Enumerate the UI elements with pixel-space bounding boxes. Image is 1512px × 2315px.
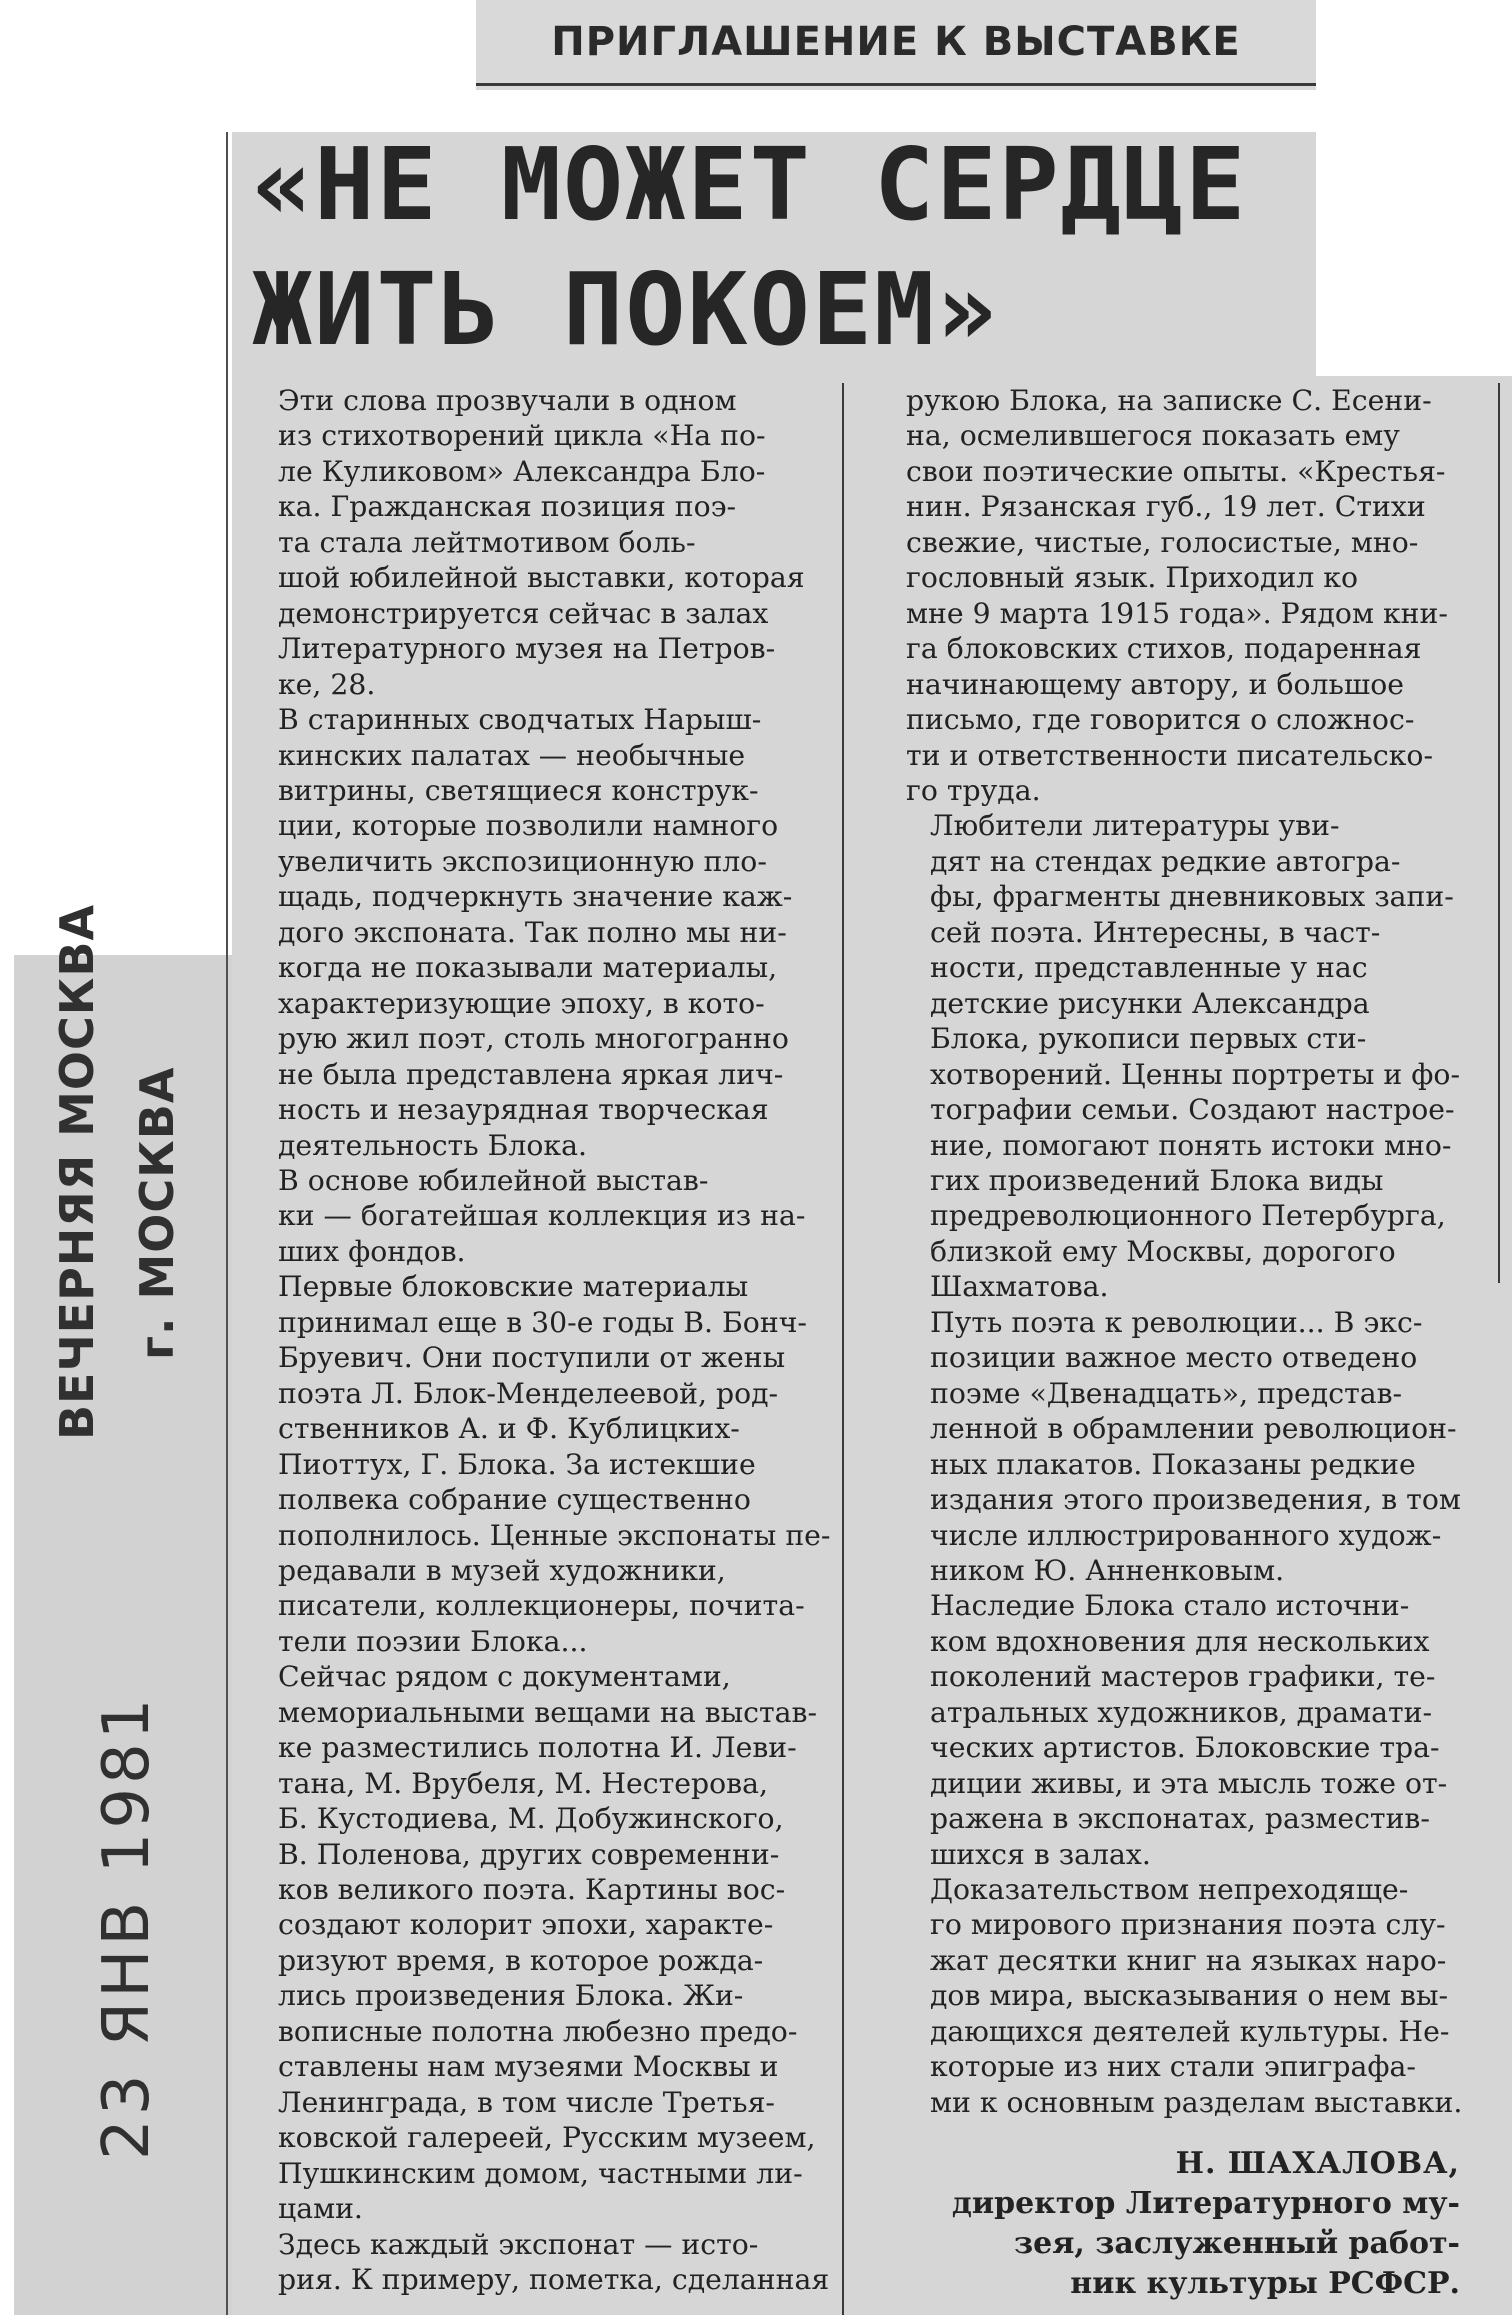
- article-line: ки — богатейшая коллекция из на-: [278, 1199, 806, 1233]
- article-line: дов мира, высказывания о нем вы-: [930, 1979, 1449, 2013]
- article-line: В основе юбилейной выстав-: [278, 1163, 709, 1197]
- author-title-line: ник культуры РСФСР.: [1070, 2266, 1460, 2301]
- article-line: ка. Гражданская позиция поэ-: [278, 490, 737, 524]
- article-line: поколений мастеров графики, те-: [930, 1660, 1436, 1694]
- article-line: вописные полотна любезно предо-: [278, 2014, 798, 2048]
- article-line: лись произведения Блока. Жи-: [278, 1979, 744, 2013]
- article-line: предреволюционного Петербурга,: [930, 1199, 1446, 1233]
- column-rule: [842, 383, 844, 2315]
- article-line: письмо, где говорится о сложнос-: [906, 703, 1415, 737]
- article-line: характеризующие эпоху, в кото-: [278, 986, 765, 1020]
- article-line: дого экспоната. Так полно мы ни-: [278, 915, 787, 949]
- article-line: атральных художников, драмати-: [930, 1695, 1433, 1729]
- article-line: близкой ему Москвы, дорогого: [930, 1234, 1396, 1268]
- article-line: ке разместились полотна И. Леви-: [278, 1731, 797, 1765]
- article-line: нин. Рязанская губ., 19 лет. Стихи: [906, 490, 1426, 524]
- article-line: Шахматова.: [930, 1270, 1109, 1304]
- article-line: диции живы, и эта мысль тоже от-: [930, 1766, 1448, 1800]
- article-line: дят на стендах редкие автогра-: [930, 844, 1401, 878]
- article-line: ковской галереей, Русским музеем,: [278, 2121, 816, 2155]
- article-line: создают колорит эпохи, характе-: [278, 1908, 774, 1942]
- article-line: увеличить экспозиционную пло-: [278, 844, 767, 878]
- article-line: ле Куликовом» Александра Бло-: [278, 454, 766, 488]
- article-paragraph: [254, 1659, 828, 2226]
- article-line: га блоковских стихов, подаренная: [906, 632, 1422, 666]
- article-line: когда не показывали материалы,: [278, 951, 778, 985]
- article-line: ших фондов.: [278, 1234, 466, 1268]
- article-line: писатели, коллекционеры, почита-: [278, 1589, 805, 1623]
- article-paragraph: [254, 1163, 828, 1269]
- article-line: го мирового признания поэта слу-: [930, 1908, 1446, 1942]
- article-line: цами.: [278, 2192, 363, 2226]
- article-paragraph: [906, 1872, 1488, 2120]
- article-line: деятельность Блока.: [278, 1128, 587, 1162]
- article-line: ных плакатов. Показаны редкие: [930, 1447, 1416, 1481]
- article-line: не была представлена яркая лич-: [278, 1057, 784, 1091]
- article-line: Доказательством непреходяще-: [930, 1873, 1409, 1907]
- article-line: Блока, рукописи первых сти-: [930, 1022, 1367, 1056]
- author-signature: [900, 2144, 1460, 2304]
- article-line: фы, фрагменты дневниковых запи-: [930, 880, 1454, 914]
- article-line: тели поэзии Блока...: [278, 1624, 588, 1658]
- article-line: рукою Блока, на записке С. Есени-: [906, 384, 1432, 417]
- article-line: позиции важное место отведено: [930, 1341, 1418, 1375]
- headline-line: «НЕ МОЖЕТ СЕРДЦЕ: [252, 126, 1248, 243]
- article-line: витрины, светящиеся конструк-: [278, 773, 759, 807]
- stamp-paper: ВЕЧЕРНЯЯ МОСКВА: [50, 903, 104, 1440]
- article-line: рую жил поэт, столь многогранно: [278, 1022, 789, 1056]
- article-paragraph: [254, 383, 828, 702]
- article-line: ком вдохновения для нескольких: [930, 1624, 1430, 1658]
- article-line: Путь поэта к революции... В экс-: [930, 1305, 1423, 1339]
- article-line: редавали в музей художники,: [278, 1553, 726, 1587]
- article-paragraph: [254, 702, 828, 1163]
- article-line: которые из них стали эпиграфа-: [930, 2050, 1416, 2084]
- article-line: Первые блоковские материалы: [278, 1270, 749, 1304]
- date-stamp: [40, 1694, 240, 2160]
- author-name: Н. ШАХАЛОВА,: [1175, 2146, 1460, 2181]
- article-line: гословный язык. Приходил ко: [906, 561, 1358, 595]
- article-line: В. Поленова, других современни-: [278, 1837, 780, 1871]
- article-line: жат десятки книг на языках наро-: [930, 1943, 1447, 1977]
- article-line: Ленинграда, в том числе Третья-: [278, 2085, 775, 2119]
- article-line: издания этого произведения, в том: [930, 1483, 1461, 1517]
- article-line: ке, 28.: [278, 667, 376, 701]
- article-line: ние, помогают понять истоки мно-: [930, 1128, 1452, 1162]
- article-line: пополнилось. Ценные экспонаты пе-: [278, 1518, 831, 1552]
- article-paragraph: [254, 1269, 831, 1659]
- article-line: го труда.: [906, 773, 1041, 807]
- article-line: рия. К примеру, пометка, сделанная: [278, 2263, 830, 2297]
- rubric: ПРИГЛАШЕНИЕ К ВЫСТАВКЕ: [476, 0, 1316, 86]
- article-line: мне 9 марта 1915 года». Рядом кни-: [906, 596, 1448, 630]
- article-line: принимал еще в 30-е годы В. Бонч-: [278, 1305, 807, 1339]
- article-line: кинских палатах — необычные: [278, 738, 746, 772]
- source-stamp: [40, 903, 240, 1440]
- article-line: поэта Л. Блок-Менделеевой, род-: [278, 1376, 779, 1410]
- article-line: на, осмелившегося показать ему: [906, 419, 1400, 453]
- article-line: из стихотворений цикла «На по-: [278, 419, 766, 453]
- article-line: шой юбилейной выставки, которая: [278, 561, 805, 595]
- article-line: ми к основным разделам выставки.: [930, 2085, 1463, 2119]
- article-line: Пушкинским домом, частными ли-: [278, 2156, 803, 2190]
- article-line: Наследие Блока стало источни-: [930, 1589, 1410, 1623]
- article-column-left: [254, 383, 831, 2297]
- article-line: свежие, чистые, голосистые, мно-: [906, 525, 1419, 559]
- article-paragraph: [254, 2227, 828, 2298]
- article-line: гих произведений Блока виды: [930, 1163, 1384, 1197]
- article-line: Б. Кустодиева, М. Добужинского,: [278, 1802, 784, 1836]
- article-line: сей поэта. Интересны, в част-: [930, 915, 1381, 949]
- stamp-date: 23 ЯНВ 1981: [90, 1694, 164, 2160]
- article-line: мемориальными вещами на выстав-: [278, 1695, 818, 1729]
- author-title-line: директор Литературного му-: [951, 2186, 1460, 2221]
- article-line: ти и ответственности писательско-: [906, 738, 1434, 772]
- article-line: Сейчас рядом с документами,: [278, 1660, 731, 1694]
- article-line: ражена в экспонатах, разместив-: [930, 1802, 1430, 1836]
- article-line: тана, М. Врубеля, М. Нестерова,: [278, 1766, 768, 1800]
- article-line: Бруевич. Они поступили от жены: [278, 1341, 786, 1375]
- article-line: щадь, подчеркнуть значение каж-: [278, 880, 793, 914]
- article-line: Эти слова прозвучали в одном: [278, 384, 737, 417]
- article-line: та стала лейтмотивом боль-: [278, 525, 696, 559]
- article-line: ленной в обрамлении революцион-: [930, 1412, 1457, 1446]
- column-rule: [1498, 383, 1500, 1283]
- article-line: свои поэтические опыты. «Крестья-: [906, 454, 1446, 488]
- article-line: дающихся деятелей культуры. Не-: [930, 2014, 1450, 2048]
- article-line: ником Ю. Анненковым.: [930, 1553, 1285, 1587]
- article-line: начинающему автору, и большое: [906, 667, 1405, 701]
- article-paragraph: [906, 808, 1488, 1304]
- article-paragraph: [906, 383, 1488, 808]
- article-line: ность и незаурядная творческая: [278, 1093, 769, 1127]
- article-line: поэме «Двенадцать», представ-: [930, 1376, 1403, 1410]
- article-line: демонстрируется сейчас в залах: [278, 596, 769, 630]
- article-line: числе иллюстрированного худож-: [930, 1518, 1442, 1552]
- article-line: полвека собрание существенно: [278, 1483, 751, 1517]
- article-line: Здесь каждый экспонат — исто-: [278, 2227, 759, 2261]
- article-line: ческих артистов. Блоковские тра-: [930, 1731, 1440, 1765]
- article-line: Литературного музея на Петров-: [278, 632, 776, 666]
- article-line: ности, представленные у нас: [930, 951, 1368, 985]
- article-line: Пиоттух, Г. Блока. За истекшие: [278, 1447, 756, 1481]
- stamp-city: г. МОСКВА: [130, 1066, 184, 1360]
- article-column-right: [906, 383, 1488, 2120]
- article-paragraph: [906, 1305, 1488, 1589]
- article-line: хотворений. Ценны портреты и фо-: [930, 1057, 1461, 1091]
- article-line: ции, которые позволили намного: [278, 809, 779, 843]
- article-line: шихся в залах.: [930, 1837, 1151, 1871]
- article-paragraph: [906, 1588, 1488, 1872]
- article-line: ков великого поэта. Картины вос-: [278, 1873, 786, 1907]
- article-line: ственников А. и Ф. Кублицких-: [278, 1412, 740, 1446]
- article-line: ризуют время, в которое рожда-: [278, 1943, 764, 1977]
- headline-line: ЖИТЬ ПОКОЕМ»: [252, 251, 999, 368]
- author-title-line: зея, заслуженный работ-: [1013, 2226, 1460, 2261]
- article-line: В старинных сводчатых Нарыш-: [278, 703, 762, 737]
- article-line: тографии семьи. Создают настрое-: [930, 1093, 1455, 1127]
- article-line: детские рисунки Александра: [930, 986, 1370, 1020]
- article-line: Любители литературы уви-: [930, 809, 1340, 843]
- article-line: ставлены нам музеями Москвы и: [278, 2050, 779, 2084]
- headline: [252, 122, 1312, 372]
